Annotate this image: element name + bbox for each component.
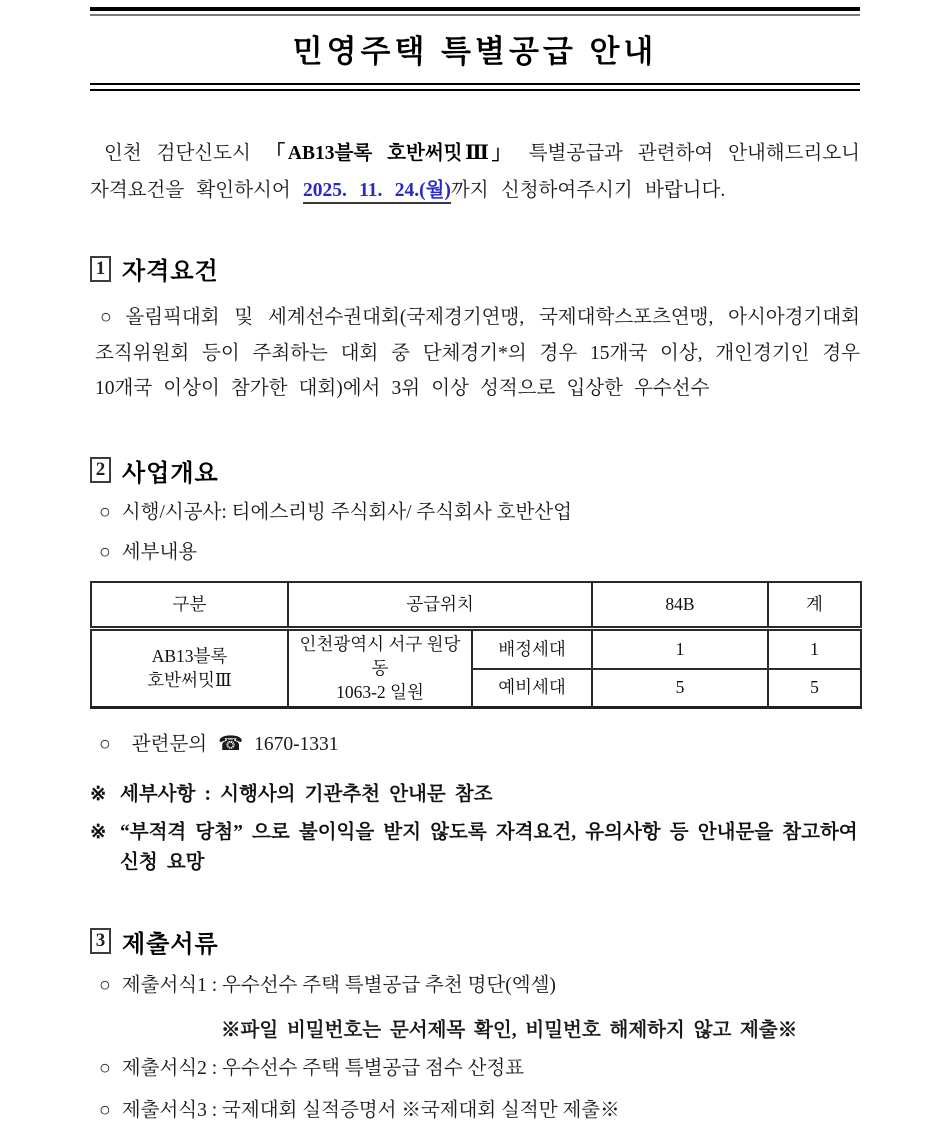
section-title: 자격요건 bbox=[122, 258, 219, 286]
section-qualification-heading bbox=[90, 251, 860, 286]
document-items bbox=[90, 970, 860, 1127]
circle-bullet-icon: ○ bbox=[99, 541, 111, 563]
section-qualification bbox=[90, 251, 860, 406]
document-item-text: 제출서식2 : 우수선수 주택 특별공급 점수 산정표 bbox=[121, 1058, 525, 1080]
note-text: “부적격 당첨” 으로 불이익을 받지 않도록 자격요건, 유의사항 등 안내문을 참고하여 신청 요망 bbox=[120, 821, 858, 873]
section-number-box: 2 bbox=[90, 457, 111, 483]
row-total-value: 1 bbox=[768, 629, 861, 669]
reference-mark-icon: ※ bbox=[90, 784, 107, 806]
block-cell bbox=[91, 629, 288, 708]
row-84b-value: 5 bbox=[592, 669, 768, 708]
details-label: 세부내용 bbox=[121, 541, 198, 563]
section-documents bbox=[90, 924, 860, 1127]
document-item-3 bbox=[90, 1095, 860, 1126]
note-text: 세부사항 : 시행사의 기관추천 안내문 참조 bbox=[120, 784, 493, 806]
deadline-date: 2025. 11. 24.(월) bbox=[303, 180, 451, 204]
contact-phone-number: 1670-1331 bbox=[254, 734, 339, 756]
bottom-rule-b bbox=[90, 89, 860, 91]
document-item-1 bbox=[90, 970, 860, 1001]
block-cell-line2: 호반써밋Ⅲ bbox=[147, 669, 232, 690]
document-item-text: 제출서식1 : 우수선수 주택 특별공급 추천 명단(엑셀) bbox=[121, 974, 556, 996]
block-cell-line1: AB13블록 bbox=[151, 646, 228, 667]
circle-bullet-icon: ○ bbox=[99, 1100, 111, 1122]
location-line2: 1063-2 일원 bbox=[336, 681, 424, 702]
note-row bbox=[90, 818, 860, 878]
section-documents-heading bbox=[90, 924, 860, 959]
contact-row bbox=[90, 728, 860, 756]
block-name: 「AB13블록 호반써밋Ⅲ」 bbox=[265, 143, 514, 164]
page-title: 민영주택 특별공급 안내 bbox=[292, 34, 658, 69]
circle-bullet-icon: ○ bbox=[100, 307, 116, 329]
developer-text: 시행/시공사: 티에스리빙 주식회사/ 주식회사 호반산업 bbox=[121, 501, 572, 523]
document-item-2 bbox=[90, 1053, 860, 1084]
developer-row bbox=[90, 497, 860, 528]
qualification-text: 올림픽대회 및 세계선수권대회(국제경기연맹, 국제대학스포츠연맹, 아시아경기대회조직위원회 등이 주최하는 대회 중 단체경기*의 경우 15개국 이상, 개인경기인 경우 10개국 이상이 참가한 대회)에서 3위 이상 성적으로 입상한 우수선수 bbox=[95, 307, 860, 400]
supply-table bbox=[90, 581, 862, 709]
row-label: 예비세대 bbox=[472, 669, 592, 708]
section-overview-heading bbox=[90, 453, 860, 488]
header-84b: 84B bbox=[592, 582, 768, 629]
circle-bullet-icon: ○ bbox=[99, 1058, 111, 1080]
contact-label: 관련문의 bbox=[131, 734, 208, 756]
section-title: 사업개요 bbox=[122, 459, 219, 487]
row-total-value: 5 bbox=[768, 669, 861, 708]
circle-bullet-icon: ○ bbox=[99, 501, 111, 523]
row-label: 배정세대 bbox=[472, 629, 592, 669]
document-header bbox=[90, 7, 860, 91]
top-rule-thick bbox=[90, 7, 860, 11]
qualification-paragraph bbox=[90, 300, 860, 406]
header-location: 공급위치 bbox=[288, 582, 592, 629]
intro-text-3: 까지 신청하여주시기 바랍니다. bbox=[450, 180, 726, 202]
intro-text-2: 특별공급과 관련하여 안내해드리오니 자격요건을 확인하시어 bbox=[90, 143, 860, 202]
section-overview bbox=[90, 453, 860, 878]
header-category: 구분 bbox=[91, 582, 288, 629]
circle-bullet-icon: ○ bbox=[99, 734, 111, 756]
table-header-row bbox=[91, 582, 861, 629]
circle-bullet-icon: ○ bbox=[99, 974, 111, 996]
details-row bbox=[90, 537, 860, 568]
phone-icon: ☎ bbox=[218, 731, 244, 756]
note-row bbox=[90, 780, 860, 810]
section-title: 제출서류 bbox=[122, 930, 219, 958]
reference-mark-icon: ※ bbox=[90, 821, 107, 843]
location-cell bbox=[288, 629, 472, 708]
notes-block bbox=[90, 780, 860, 878]
intro-paragraph bbox=[90, 135, 860, 209]
location-line1: 인천광역시 서구 원당동 bbox=[299, 634, 461, 679]
header-total: 계 bbox=[768, 582, 861, 629]
intro-text-1: 인천 검단신도시 bbox=[104, 143, 266, 164]
table-row bbox=[91, 629, 861, 669]
section-number-box: 1 bbox=[90, 256, 111, 282]
section-number-box: 3 bbox=[90, 928, 111, 954]
document-item-text: 제출서식3 : 국제대회 실적증명서 ※국제대회 실적만 제출※ bbox=[121, 1100, 620, 1122]
bottom-rule-a bbox=[90, 83, 860, 85]
row-84b-value: 1 bbox=[592, 629, 768, 669]
file-password-note: ※파일 비밀번호는 문서제목 확인, 비밀번호 해제하지 않고 제출※ bbox=[221, 1020, 798, 1042]
